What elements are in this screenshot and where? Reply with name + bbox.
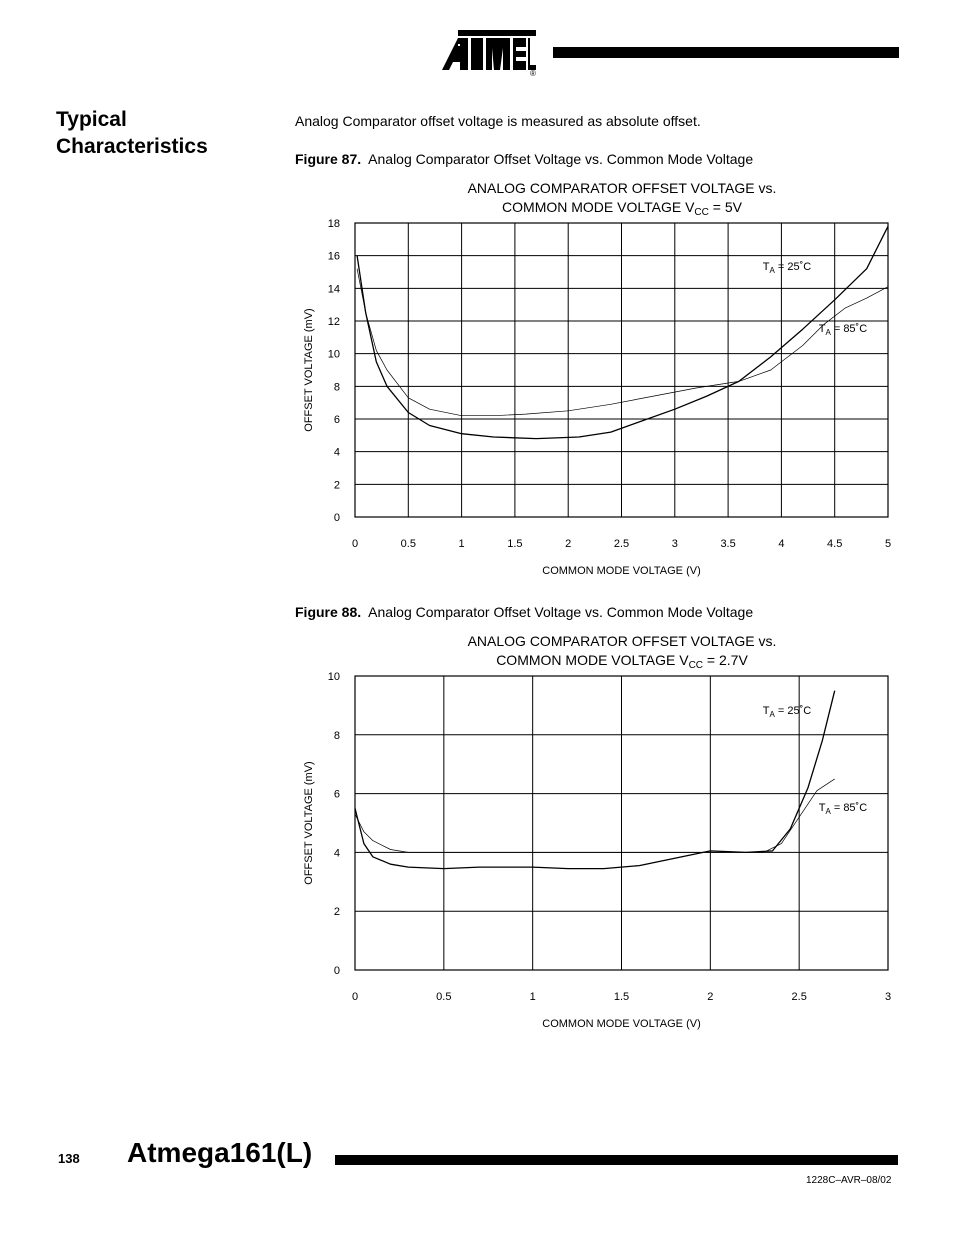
y-tick-label: 0 (333, 965, 340, 977)
chart-title-line1: ANALOG COMPARATOR OFFSET VOLTAGE vs. (467, 180, 777, 196)
x-tick-label: 3 (671, 538, 678, 550)
y-tick-label: 4 (333, 847, 340, 860)
x-axis-label: COMMON MODE VOLTAGE (V) (542, 1018, 701, 1030)
chart-title-vcc-value: = 5V (708, 199, 742, 215)
x-tick-label: 2 (565, 538, 572, 550)
series-label-temp: = 25˚C (774, 705, 812, 718)
y-tick-label: 6 (333, 414, 340, 426)
x-tick-label: 1 (529, 991, 536, 1003)
y-tick-label: 8 (333, 381, 340, 394)
chart-title-line2 (502, 199, 743, 218)
section-title-line1: Typical (56, 108, 127, 131)
series-label-temp: = 25˚C (774, 261, 812, 274)
chart-title-vcc-sub: CC (694, 207, 709, 218)
series-line (355, 691, 835, 869)
series-label-t: T (818, 322, 826, 335)
figure-87-caption-text: Analog Comparator Offset Voltage vs. Common Mode Voltage (368, 151, 754, 167)
x-tick-label: 2.5 (613, 538, 630, 550)
figure-87-caption (295, 151, 753, 167)
y-tick-label: 10 (327, 671, 340, 683)
atmel-logo (436, 28, 540, 78)
x-tick-label: 5 (884, 538, 892, 550)
document-code: 1228C–AVR–08/02 (806, 1175, 892, 1186)
series-label-t: T (762, 261, 770, 274)
series-label-temp: = 85˚C (830, 322, 868, 335)
y-tick-label: 14 (327, 283, 340, 296)
y-tick-label: 12 (327, 316, 340, 328)
x-tick-label: 4 (778, 538, 785, 550)
chart-offset-vcc-2-7v (290, 628, 910, 1038)
chart-offset-vcc-5v (290, 175, 910, 585)
y-axis-label: OFFSET VOLTAGE (mV) (303, 761, 315, 885)
x-tick-label: 3.5 (720, 538, 736, 550)
x-tick-label: 0.5 (436, 991, 452, 1003)
y-tick-label: 18 (327, 218, 340, 230)
series-line (357, 226, 888, 438)
x-tick-label: 4.5 (827, 538, 843, 550)
series-label (763, 261, 812, 275)
x-tick-label: 2.5 (791, 991, 807, 1003)
x-axis-label: COMMON MODE VOLTAGE (V) (542, 565, 701, 577)
footer-rule (335, 1155, 898, 1165)
x-tick-label: 0.5 (400, 538, 416, 550)
y-tick-label: 8 (333, 729, 340, 742)
series-label-t: T (818, 802, 826, 815)
series-line (357, 269, 888, 416)
series-label-sub: A (825, 327, 831, 337)
series-label-sub: A (769, 266, 775, 276)
series-label-sub: A (769, 710, 775, 720)
section-title (56, 106, 208, 160)
chart-title-vcc: COMMON MODE VOLTAGE V (502, 199, 695, 215)
chart-title-vcc-sub: CC (688, 660, 704, 671)
chart-title-vcc-value: = 2.7V (703, 652, 748, 668)
y-tick-label: 10 (327, 348, 340, 361)
chart-title-line1: ANALOG COMPARATOR OFFSET VOLTAGE vs. (467, 633, 777, 649)
figure-87-label: Figure 87. (295, 151, 362, 167)
y-tick-label: 0 (333, 512, 340, 524)
x-tick-label: 0 (351, 538, 359, 550)
chart-title-line2 (496, 652, 748, 671)
x-tick-label: 0 (351, 991, 359, 1003)
footer-title: Atmega161(L) (127, 1137, 313, 1168)
x-tick-label: 1 (458, 538, 465, 550)
chart-title-vcc: COMMON MODE VOLTAGE V (496, 652, 689, 668)
figure-88-caption-text: Analog Comparator Offset Voltage vs. Common Mode Voltage (368, 604, 754, 620)
page-number: 138 (58, 1151, 80, 1166)
x-tick-label: 2 (707, 991, 714, 1003)
series-label (819, 802, 868, 816)
x-tick-label: 1.5 (507, 538, 523, 550)
y-tick-label: 2 (333, 479, 340, 492)
series-label-temp: = 85˚C (830, 802, 868, 815)
y-tick-label: 16 (327, 250, 340, 263)
intro-paragraph: Analog Comparator offset voltage is measured as absolute offset. (295, 113, 701, 129)
registered-mark: ® (530, 69, 536, 78)
figure-88-label: Figure 88. (295, 604, 362, 620)
figure-88-caption (295, 604, 753, 620)
series-label (819, 323, 868, 337)
series-label-sub: A (825, 807, 831, 817)
series-line (355, 779, 835, 853)
y-axis-label: OFFSET VOLTAGE (mV) (303, 308, 315, 432)
y-tick-label: 2 (333, 906, 340, 919)
series-label (763, 705, 812, 719)
section-title-line2: Characteristics (56, 135, 208, 158)
y-tick-label: 6 (333, 788, 340, 801)
y-tick-label: 4 (333, 446, 340, 459)
x-tick-label: 3 (884, 991, 892, 1003)
x-tick-label: 1.5 (613, 991, 630, 1003)
series-label-t: T (762, 705, 770, 718)
header-rule (553, 47, 899, 58)
